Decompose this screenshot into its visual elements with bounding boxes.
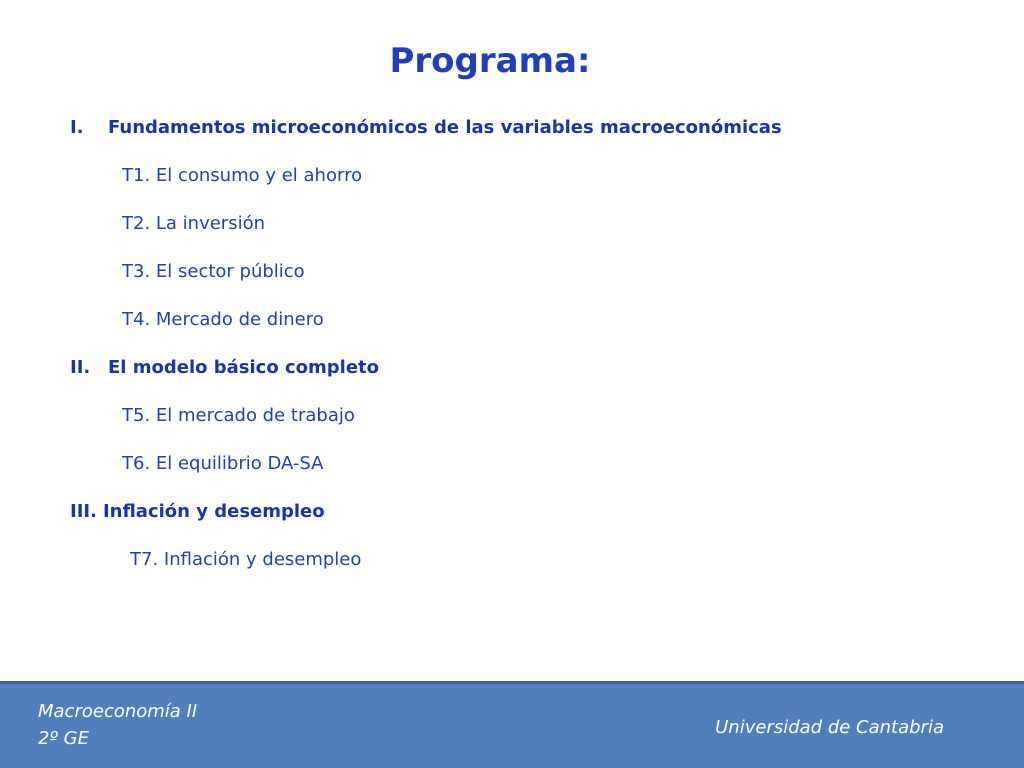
- section-number: II.: [70, 357, 91, 378]
- section-number: III.: [70, 501, 97, 522]
- topic-t1: T1. El consumo y el ahorro: [122, 165, 363, 186]
- topic-t4: T4. Mercado de dinero: [122, 309, 324, 330]
- topic-t6: T6. El equilibrio DA-SA: [122, 453, 324, 474]
- section-heading-2: [70, 352, 970, 400]
- footer-university: Universidad de Cantabria: [715, 717, 944, 738]
- topic-t2: T2. La inversión: [122, 213, 266, 234]
- program-outline: [70, 112, 970, 592]
- footer-bar: [0, 681, 1024, 768]
- section-heading-3: [70, 496, 970, 544]
- footer-group: 2º GE: [38, 728, 89, 749]
- topic-t7: T7. Inflación y desempleo: [130, 549, 362, 570]
- topic-t3: T3. El sector público: [122, 261, 305, 282]
- section-label: El modelo básico completo: [108, 357, 379, 378]
- footer-course: Macroeconomía II: [38, 701, 198, 722]
- section-label: Fundamentos microeconómicos de las variables macroeconómicas: [108, 117, 782, 138]
- section-heading-1: [70, 112, 970, 160]
- section-number: I.: [70, 117, 84, 138]
- section-label: Inflación y desempleo: [102, 501, 325, 522]
- topic-t5: T5. El mercado de trabajo: [122, 405, 355, 426]
- footer-course-info: [38, 698, 197, 752]
- slide-title: Programa:: [389, 41, 591, 81]
